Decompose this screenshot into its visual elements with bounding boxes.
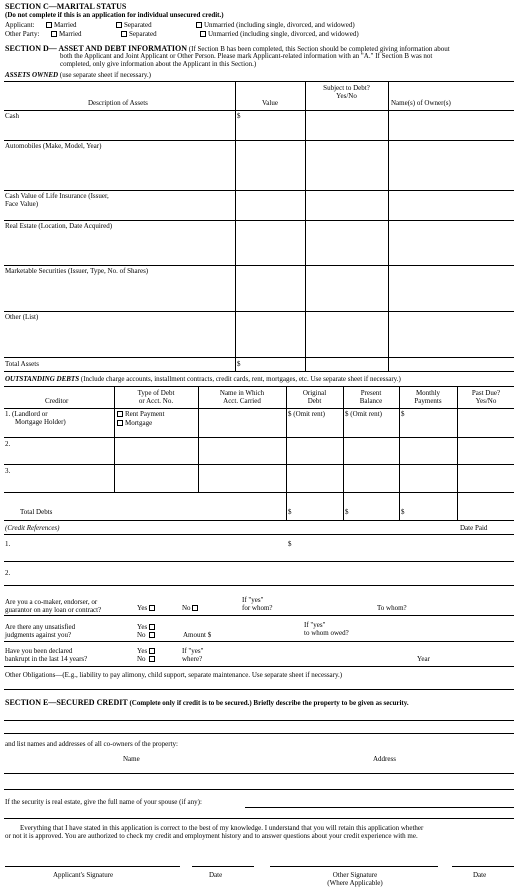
total-present-dollar: $ [345, 508, 349, 516]
other-date-label: Date [473, 871, 487, 879]
applicant-label: Applicant: [5, 21, 35, 29]
other-obligations: Other Obligations—(E.g., liability to pay alimony, child support, separate maintenance. Use separate sheet if necessary.) [5, 671, 343, 679]
col-monthly-payments: Monthly Payments [414, 389, 442, 405]
assets-heading: ASSETS OWNED (use separate sheet if necessary.) [5, 71, 151, 79]
checkbox[interactable] [149, 624, 155, 630]
q3-yes-no[interactable]: Yes No [137, 648, 157, 663]
applicant-date-line[interactable] [192, 866, 254, 867]
debts-heading: OUTSTANDING DEBTS (Include charge accounts, installment contracts, credit cards, rent, mortgages, etc. Use separate sheet if necessary.) [5, 375, 401, 383]
statement-line-2: or not it is approved. You are authorized to check my credit and employment history and to answer questions about your credit experience with me. [5, 832, 418, 840]
asset-total: Total Assets [5, 360, 39, 368]
q1-yes[interactable]: Yes [137, 605, 157, 613]
applicant-date-label: Date [209, 871, 223, 879]
other-unmarried-option[interactable]: Unmarried (including single, divorced, and widowed) [200, 31, 359, 39]
asset-automobiles: Automobiles (Make, Model, Year) [5, 142, 102, 150]
q1-no[interactable]: No [182, 605, 200, 613]
applicant-signature-line[interactable] [5, 866, 180, 867]
monthly-dollar: $ [401, 410, 405, 418]
total-dollar: $ [237, 360, 241, 368]
checkbox[interactable] [196, 22, 202, 28]
asset-other: Other (List) [5, 313, 39, 321]
statement-line-1: Everything that I have stated in this application is correct to the best of my knowledge. I understand that you will retain this application whether [20, 824, 424, 832]
credit-ref-2: 2. [5, 569, 11, 577]
col-value: Value [262, 99, 278, 107]
mortgage-option[interactable]: Mortgage [117, 420, 152, 428]
rent-payment-option[interactable]: Rent Payment [117, 411, 164, 419]
q3-if-yes: If "yes" where? [182, 647, 204, 663]
checkbox[interactable] [149, 648, 155, 654]
section-c-note: (Do not complete if this is an application for individual unsecured credit.) [5, 11, 224, 19]
credit-ref-dollar: $ [288, 540, 292, 548]
checkbox[interactable] [117, 420, 123, 426]
applicant-signature-label: Applicant's Signature [53, 871, 114, 879]
other-date-line[interactable] [452, 866, 514, 867]
total-monthly-dollar: $ [401, 508, 405, 516]
coowner-address-label: Address [373, 755, 396, 763]
q2-if-yes: If "yes" to whom owed? [304, 621, 349, 637]
q3-year: Year [417, 655, 430, 663]
coowners-text: and list names and addresses of all co-owners of the property: [5, 740, 179, 748]
total-orig-dollar: $ [288, 508, 292, 516]
date-paid-label: Date Paid [460, 524, 488, 532]
q1-if-yes: If "yes" for whom? [242, 596, 273, 612]
checkbox[interactable] [200, 31, 206, 37]
asset-securities: Marketable Securities (Issuer, Type, No. of Shares) [5, 267, 149, 275]
asset-real-estate: Real Estate (Location, Date Acquired) [5, 222, 113, 230]
section-c-title: SECTION C—MARITAL STATUS [5, 2, 127, 11]
checkbox[interactable] [149, 605, 155, 611]
credit-references-label: (Credit References) [5, 524, 60, 532]
checkbox[interactable] [117, 411, 123, 417]
section-d-text3: completed, only give information about the Applicant in this Section.) [60, 60, 257, 68]
col-original-debt: Original Debt [302, 389, 327, 405]
q-bankrupt: Have you been declared bankrupt in the last 14 years? [5, 647, 88, 663]
q1-to-whom: To whom? [377, 604, 407, 612]
other-signature-label: Other Signature (Where Applicable) [327, 871, 383, 887]
other-party-label: Other Party: [5, 30, 40, 38]
checkbox[interactable] [149, 656, 155, 662]
col-present-balance: Present Balance [359, 389, 383, 405]
cash-dollar: $ [237, 112, 241, 120]
q2-yes-no[interactable]: Yes No [137, 624, 157, 639]
section-d-intro: SECTION D— ASSET AND DEBT INFORMATION (If Section B has been completed, this Section should be completed giving information about [5, 44, 450, 53]
orig-omit-rent: $ (Omit rent) [288, 410, 325, 418]
other-signature-line[interactable] [270, 866, 438, 867]
other-separated-option[interactable]: Separated [121, 31, 157, 39]
q-comaker: Are you a co-maker, endorser, or guarantor on any loan or contract? [5, 598, 102, 614]
credit-ref-1: 1. [5, 540, 11, 548]
debt-row-3-label: 3. [5, 467, 11, 475]
debt-row-2-label: 2. [5, 440, 11, 448]
col-creditor: Creditor [45, 397, 69, 405]
col-description: Description of Assets [88, 99, 148, 107]
applicant-separated-option[interactable]: Separated [116, 22, 152, 30]
asset-cash: Cash [5, 112, 19, 120]
checkbox[interactable] [192, 605, 198, 611]
q2-amount: Amount $ [183, 631, 212, 639]
coowner-name-label: Name [123, 755, 140, 763]
col-name-carried: Name in Which Acct. Carried [219, 389, 265, 405]
checkbox[interactable] [51, 31, 57, 37]
asset-life-insurance: Cash Value of Life Insurance (Issuer, Face Value) [5, 192, 109, 208]
other-married-option[interactable]: Married [51, 31, 82, 39]
col-subject-to-debt: Subject to Debt? Yes/No [323, 84, 370, 100]
applicant-unmarried-option[interactable]: Unmarried (including single, divorced, and widowed) [196, 22, 355, 30]
applicant-married-option[interactable]: Married [46, 22, 77, 30]
debt-row-1-label: 1. (Landlord or Mortgage Holder) [5, 410, 66, 426]
total-debts-label: Total Debts [20, 508, 53, 516]
col-type-of-debt: Type of Debt or Acct. No. [137, 389, 175, 405]
q-judgments: Are there any unsatisfied judgments against you? [5, 623, 76, 639]
checkbox[interactable] [149, 632, 155, 638]
present-omit-rent: $ (Omit rent) [345, 410, 382, 418]
spouse-text: If the security is real estate, give the full name of your spouse (if any): [5, 798, 202, 806]
checkbox[interactable] [116, 22, 122, 28]
col-owners: Name(s) of Owner(s) [391, 99, 451, 107]
section-d-text2: both the Applicant and Joint Applicant or Other Person. Please mark Applicant-related information with an "A." If Section B was not [60, 52, 433, 60]
checkbox[interactable] [46, 22, 52, 28]
checkbox[interactable] [121, 31, 127, 37]
section-e-intro: SECTION E—SECURED CREDIT (Complete only if credit is to be secured.) Briefly describe the property to be given as security. [5, 698, 409, 707]
col-past-due: Past Due? Yes/No [471, 389, 501, 405]
